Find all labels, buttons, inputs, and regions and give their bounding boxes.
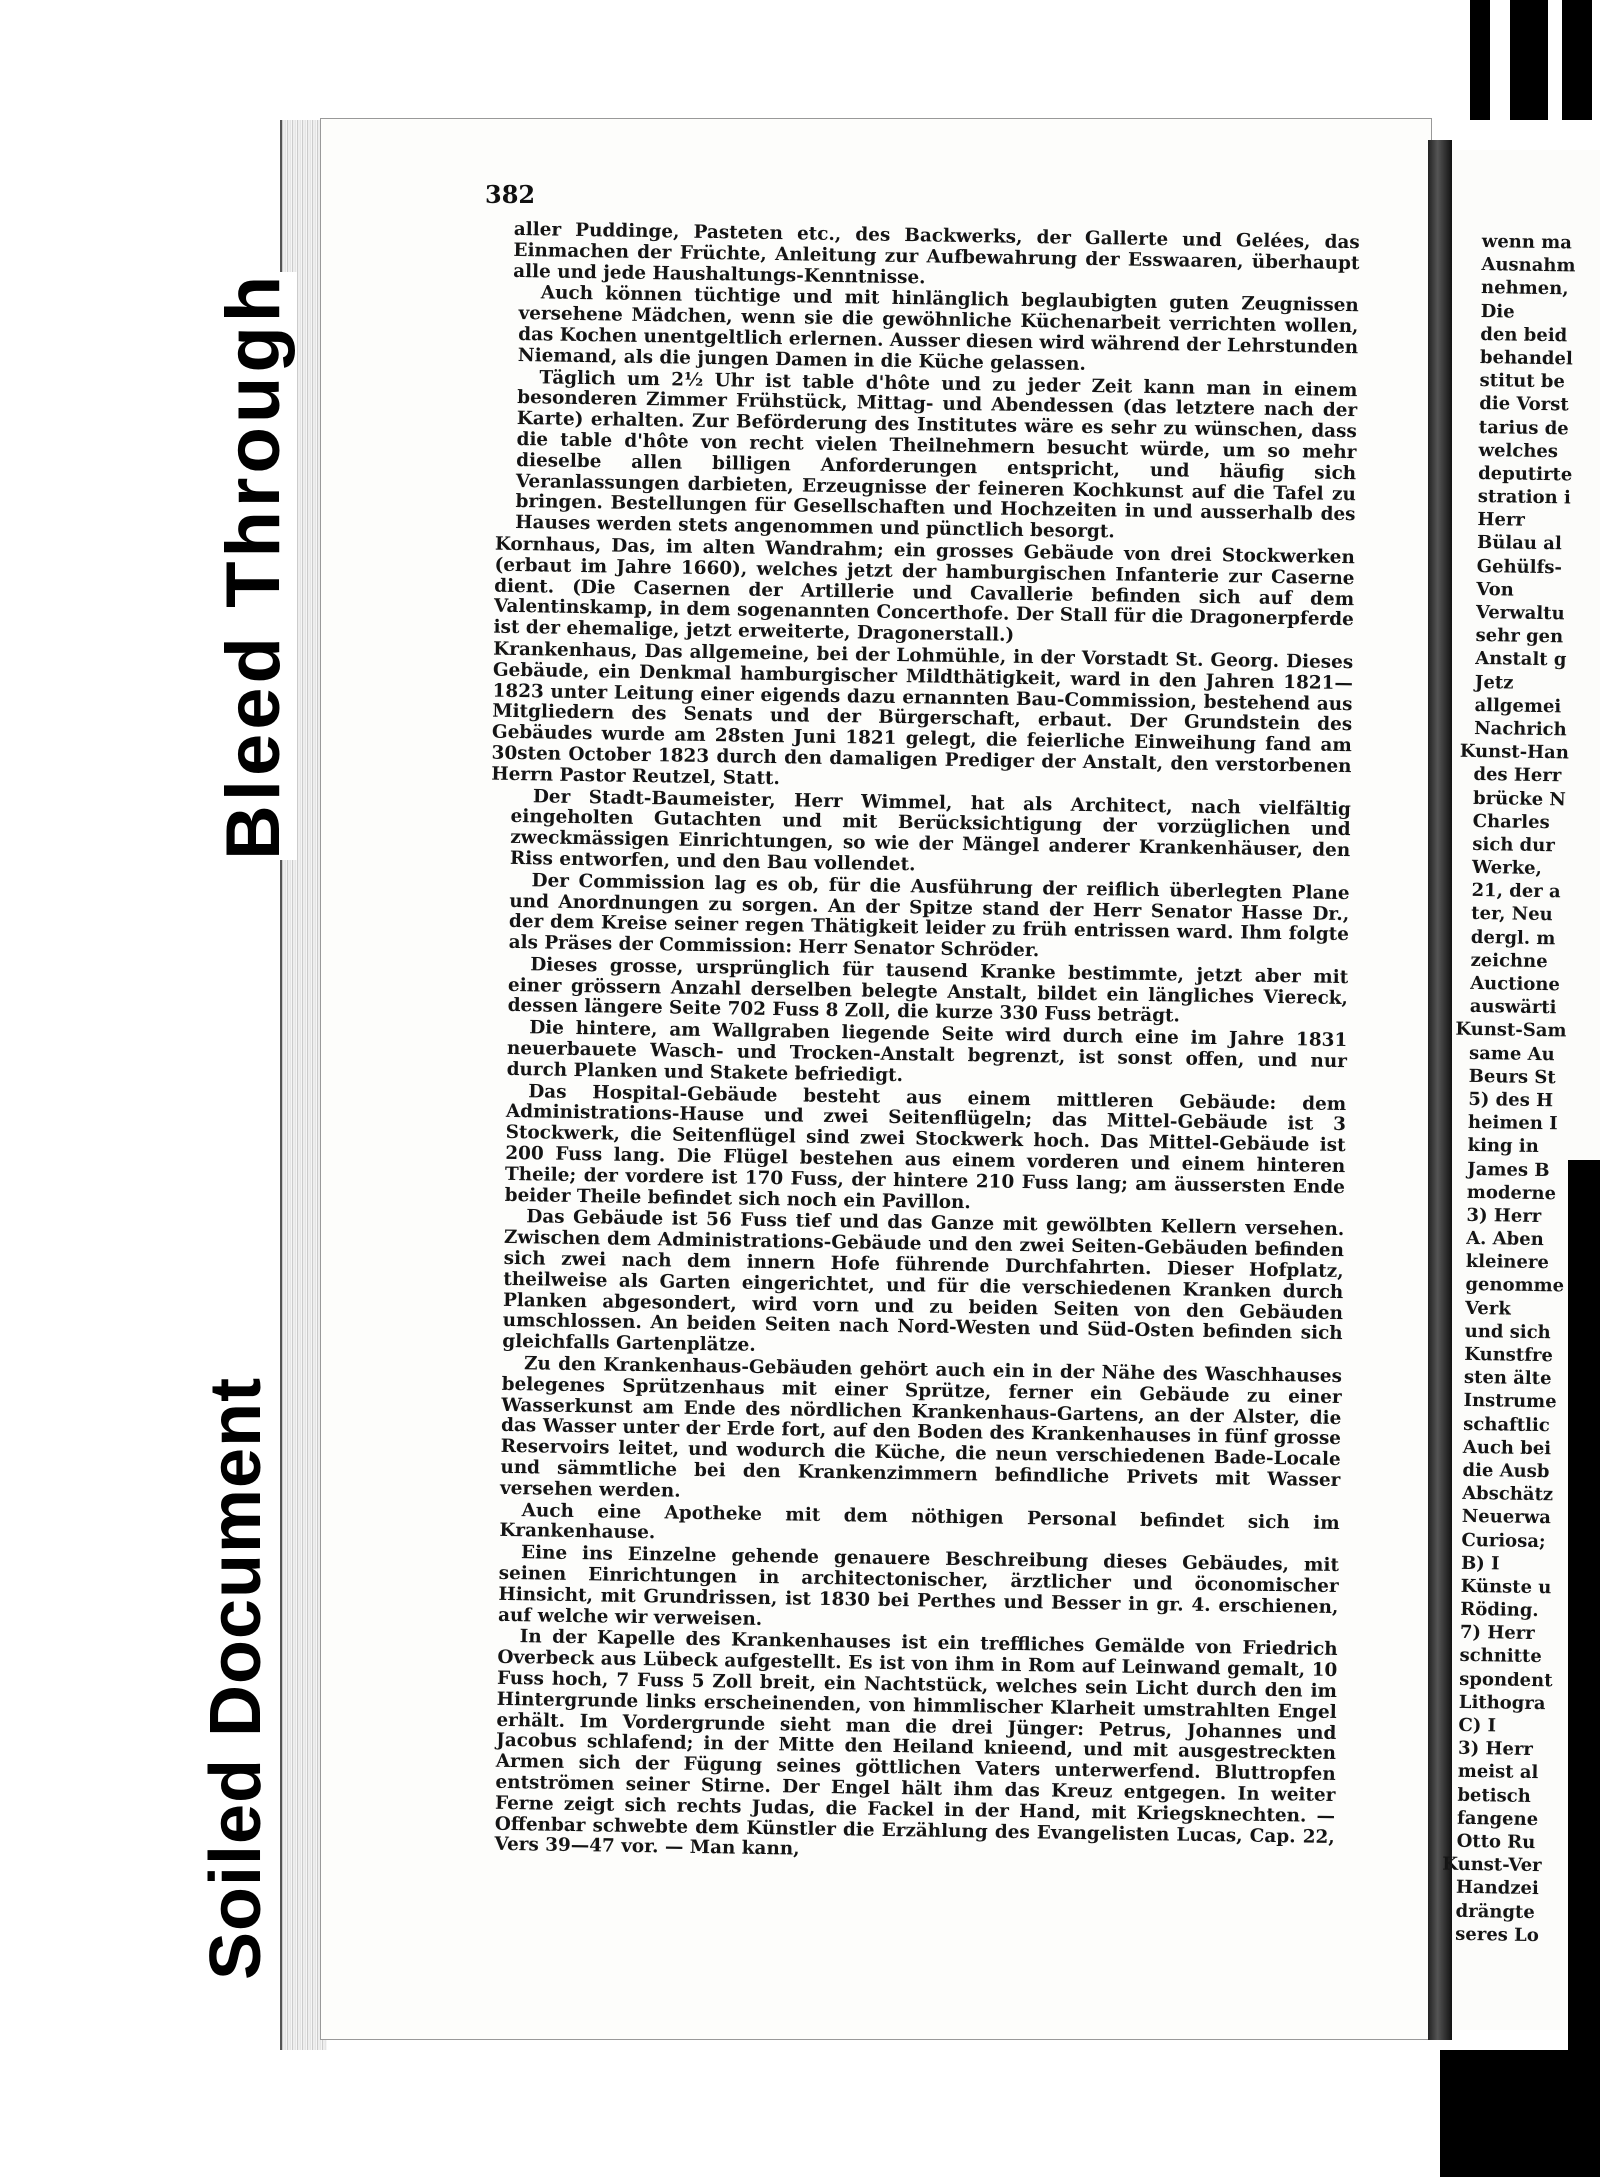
facing-line: Kunstfre [1464,1343,1554,1367]
facing-line: James B [1467,1158,1550,1181]
facing-line: stitut be [1479,370,1566,393]
soiled-document-stamp: Soiled Document [196,1376,276,1980]
facing-line: Verk [1464,1297,1511,1320]
scan-border-block [1562,0,1592,120]
facing-line: auswärti [1469,996,1557,1019]
bleed-through-stamp: Bleed Through [211,271,296,860]
facing-line: Von [1476,578,1514,601]
body-paragraph: Eine ins Einzelne gehende genauere Beschreibung dieses Gebäudes, mit seinen Einrichtungen in architectonischer, ärztlicher und öconomischer Hinsicht, mit Grundrissen, ist 1830 bei Perthes und Besser in gr. 4. erschienen, auf welche wir verweisen. [497,1542,1340,1630]
facing-line: und sich [1464,1320,1551,1344]
facing-line: Curiosa; [1461,1529,1546,1552]
scan-border-block [1510,0,1548,120]
facing-line: Künste u [1460,1575,1552,1599]
facing-line: A. Aben [1465,1227,1544,1251]
facing-line: Instrume [1463,1390,1557,1413]
facing-line: schaftlic [1463,1413,1550,1436]
facing-line: 7) Herr [1459,1622,1535,1645]
entry-paragraph: Kornhaus, Das, im alten Wandrahm; ein grosses Gebäude von drei Stockwerken (erbaut im Jahre 1660), welches jetzt der hamburgischen Infanterie zur Caserne dient. (Die Casernen der Artillerie und Cavallerie befinden sich auf dem Valentinskamp, in dem sogenannten Concerthofe. Der Stall für die Dragonerpferde ist der ehemalige, jetzt erweiterte, Dragonerstall.) [493,533,1355,646]
body-paragraph: Auch können tüchtige und mit hinlänglich beglaubigten guten Zeugnissen versehene Mädchen, wenn sie die gewöhnliche Küchenarbeit verrichten wollen, das Kochen unentgeltlich erlernen. Ausser diesen wird während der Lehrstunden Niemand, als die jungen Damen in die Küche gelassen. [517,282,1359,375]
facing-line: stration i [1477,486,1571,509]
facing-line: behandel [1479,346,1573,370]
facing-line: 5) des H [1468,1088,1554,1112]
facing-line: 21, der a [1471,880,1561,903]
book-gutter [1428,140,1452,2040]
facing-line: des Herr [1473,764,1562,787]
body-paragraph: Dieses grosse, ursprünglich für tausend Kranke bestimmte, jetzt aber mit einer grössern Anzahl derselben belegte Anstalt, bildet ein längliches Viereck, dessen längere Seite 702 Fuss 8 Zoll, die kurze 330 Fuss beträgt. [507,954,1349,1027]
facing-line: Gehülfs- [1476,555,1563,578]
facing-line: Abschätz [1461,1482,1554,1506]
facing-line: die Ausb [1462,1459,1550,1483]
facing-line: spondent [1459,1668,1553,1691]
body-paragraph: Zu den Krankenhaus-Gebäuden gehört auch ein in der Nähe des Waschhauses belegenes Sprützenhaus mit einer Sprütze, ferner ein Gebäude zu einer Wasserkunst am Ende des nördlichen Krankenhaus-Gartens, an der Alster, die das Wasser unter der Erde fort, auf den Boden des Krankenhauses in fünf grosse Reservoirs leitet, und wodurch die Küche, die neun verschiedenen Bade-Locale und sämmtliche bei den Krankenzimmern befindliche Privets mit Wasser versehen werden. [499,1353,1343,1502]
facing-line: kleinere [1465,1251,1550,1274]
facing-line: heimen I [1467,1112,1558,1135]
facing-line: 3) Herr [1466,1204,1542,1227]
body-paragraph: aller Puddinge, Pasteten etc., des Backwerks, der Gallerte und Gelées, das Einmachen der Früchte, Anleitung zur Aufbewahrung der Esswaaren, überhaupt alle und jede Haushaltungs-Kenntnisse. [513,218,1360,288]
facing-line: die Vorst [1479,393,1569,416]
facing-line: schnitte [1459,1645,1542,1668]
main-text-column [491,218,1360,1870]
facing-line: Ausnahm [1481,254,1576,277]
scan-border-bottom [1440,2050,1600,2177]
facing-line: den beid [1480,323,1568,347]
facing-line: tarius de [1478,416,1569,439]
facing-line: sich dur [1472,833,1555,857]
facing-line: Kunst-Sam [1455,1019,1567,1042]
facing-line: Nachrich [1474,717,1567,741]
facing-line: Die [1480,300,1515,323]
body-paragraph: Die hintere, am Wallgraben liegende Seite wird durch eine im Jahre 1831 neuerbauete Wasch- und Trocken-Anstalt begrenzt, ist sonst offen, und nur durch Planken und Stakete befriedigt. [506,1017,1348,1086]
body-paragraph: Der Stadt-Baumeister, Herr Wimmel, hat als Architect, nach vielfältig eingeholten Gutachten und mit Berücksichtigung der vorzüglichen und zweckmässigen Einrichtungen, so wie der Mängel anderer Krankenhäuser, den Riss entworfen, und den Bau vollendet. [509,785,1352,876]
facing-line: seres Lo [1455,1923,1539,1946]
facing-line: Lithogra [1458,1691,1546,1714]
facing-line: Herr [1477,509,1526,531]
facing-line: fangene [1456,1807,1539,1830]
page-number: 382 [485,180,536,209]
body-paragraph: Täglich um 2½ Uhr ist table d'hôte und zu jeder Zeit kann man in einem besonderen Zimmer Frühstück, Mittag- und Abendessen (das letztere nach der Karte) erhalten. Zur Beförderung des Institutes wäre es sehr zu wünschen, dass die table d'hôte von recht vielen Theilnehmern besucht würde, um so mehr dieselbe allen billigen Anforderungen entspricht, und häufig sich Veranlassungen darbieten, Erzeugnisse der feineren Kochkunst auf die Tafel zu bringen. Bestellungen für Gesellschaften und Hochzeiten in und ausserhalb des Hauses werden stets angenommen und pünctlich besorgt. [515,366,1358,543]
facing-line: Anstalt g [1475,648,1567,671]
facing-line: wenn ma [1481,230,1573,254]
facing-line: Verwaltu [1475,601,1565,625]
facing-line: Bülau al [1476,532,1562,555]
facing-line: allgemei [1474,694,1562,718]
facing-line: B) I [1460,1552,1500,1575]
facing-line: dergl. m [1470,926,1556,949]
facing-line: Charles [1472,810,1550,833]
facing-line: Kunst-Ver [1442,1853,1542,1877]
facing-line: moderne [1466,1181,1557,1204]
facing-line: Auctione [1469,972,1561,996]
facing-line: 3) Herr [1457,1738,1534,1761]
facing-line: nehmen, [1480,277,1569,300]
facing-line: brücke N [1472,787,1566,810]
facing-line: Beurs St [1468,1065,1556,1089]
facing-line: Auch bei [1462,1436,1552,1459]
facing-line: sten älte [1463,1367,1552,1390]
entry-paragraph: Krankenhaus, Das allgemeine, bei der Lohmühle, in der Vorstadt St. Georg. Dieses Gebäude, ein Denkmal hamburgischer Mildthätigkeit, ward in den Jahren 1821—1823 unter Leitung einer eigends dazu ernannten Bau-Commission, bestehend aus Mitgliedern des Senats und der Bürgerschaft, erbaut. Der Grundstein des Gebäudes wurde am 28sten Juni 1821 gelegt, die feierliche Einweihung fand am 30sten October 1823 durch den damaligen Prediger der Anstalt, den verstorbenen Herrn Pastor Reutzel, Statt. [491,638,1354,789]
body-paragraph: In der Kapelle des Krankenhauses ist ein treffliches Gemälde von Friedrich Overbeck aus Lübeck aufgestellt. Es ist von ihm in Rom auf Leinwand gemalt, 10 Fuss hoch, 7 Fuss 5 Zoll breit, ein Nachtstück, welches sein Licht durch den im Hintergrunde links erscheinenden, von himmlischer Klarheit umstrahlten Engel erhält. Im Vordergrunde sieht man die drei Jünger: Petrus, Johannes und Jacobus schlafend; in der Mitte den Heiland knieend, und mit ausgestreckten Armen sich der Fügung seines göttlichen Vaters unterwerfend. Bluttropfen entströmen seiner Stirne. Der Engel hält ihm das Kreuz entgegen. In weiter Ferne zeigt sich rechts Judas, die Fackel in der Hand, mit Kriegsknechten. — Offenbar schwebte dem Künstler die Erzählung des Evangelisten Lucas, Cap. 22, Vers 39—47 vor. — Man kann, [494,1626,1338,1860]
facing-line: Röding. [1460,1598,1539,1622]
facing-line: ter, Neu [1471,903,1553,926]
facing-line: zeichne [1470,949,1548,972]
body-paragraph: Der Commission lag es ob, für die Ausführung der reiflich überlegten Plane und Anordnungen zu sorgen. An der Spitze stand der Herr Senator Hasse Dr., der dem Kreise seiner regen Thätigkeit leider zu früh entrissen ward. Ihm folgte als Präses der Commission: Herr Senator Schröder. [508,869,1350,962]
facing-line: welches [1478,439,1559,462]
facing-line: drängte [1455,1900,1535,1923]
facing-line: C) I [1458,1714,1497,1737]
facing-line: Kunst-Han [1459,740,1570,764]
facing-line: meist al [1457,1761,1539,1784]
facing-line: Otto Ru [1456,1830,1536,1853]
scan-border-block [1470,0,1490,120]
facing-line: sehr gen [1475,625,1564,648]
facing-line: deputirte [1478,462,1573,486]
facing-line: Neuerwa [1461,1506,1552,1529]
facing-line: betisch [1457,1784,1531,1807]
body-paragraph: Das Hospital-Gebäude besteht aus einem mittleren Gebäude: dem Administrations-Hause und zwei Seitenflügeln; das Mittel-Gebäude ist 3 Stockwerk, die Seitenflügel sind zwei Stockwerk hoch. Das Mittel-Gebäude ist 200 Fuss lang. Die Flügel bestehen aus einem vorderen und einem hinteren Theile; der vordere ist 170 Fuss, der hintere 210 Fuss lang; am äussersten Ende beider Theile befindet sich noch ein Pavillon. [504,1080,1347,1213]
facing-line: genomme [1465,1274,1565,1297]
facing-line: same Au [1468,1042,1555,1065]
body-paragraph: Das Gebäude ist 56 Fuss tief und das Ganze mit gewölbten Kellern versehen. Zwischen dem Administrations-Gebäude und den zwei Seiten-Gebäuden befinden sich zwei nach dem innern Hofe führende Durchfahrten. Dieser Hofplatz, theilweise als Garten eingerichtet, und für die verschiedenen Kranken durch Planken abgesondert, wird vorn und zu beiden Seiten von den Gebäuden umschlossen. An beiden Seiten nach Nord-Westen und Süd-Osten befinden sich gleichfalls Gartenplätze. [502,1206,1345,1357]
facing-line: king in [1467,1135,1539,1158]
facing-line: Werke, [1471,856,1543,880]
body-paragraph: Auch eine Apotheke mit dem nöthigen Personal befindet sich im Krankenhause. [499,1499,1340,1544]
facing-line: Jetz [1474,671,1514,694]
facing-line: Handzei [1455,1877,1539,1900]
